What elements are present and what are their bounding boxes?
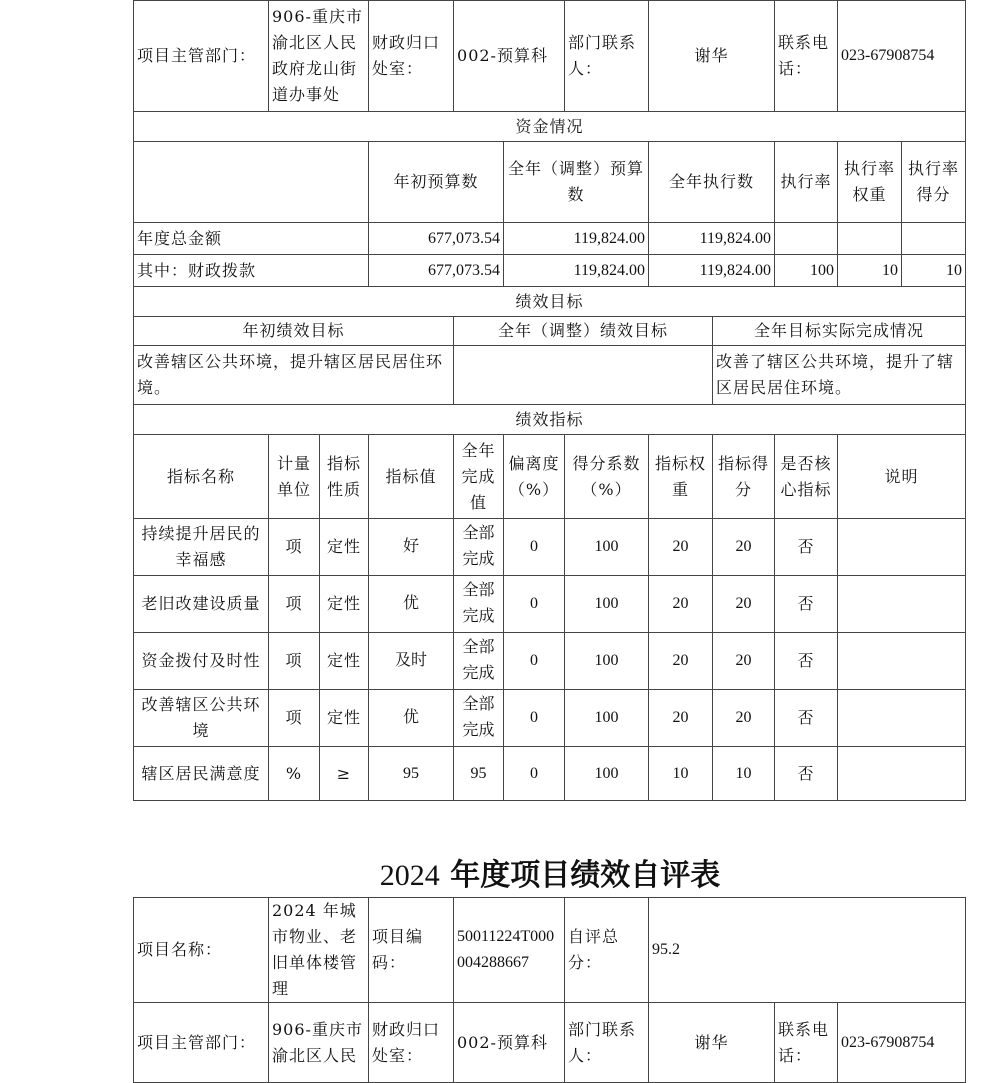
funds-row-score [902, 223, 965, 254]
indicator-rows [134, 519, 966, 801]
ind-name: 辖区居民满意度 [134, 747, 269, 801]
funds-row-score: 10 [946, 262, 963, 279]
ind-score: 20 [713, 519, 775, 576]
ind-h-name: 指标名称 [134, 435, 269, 519]
ind-nature: 定性 [320, 519, 369, 576]
project-code-value: 50011224T000004288667 [454, 898, 565, 1003]
goals-adjusted [454, 346, 713, 405]
ind-coef: 100 [565, 690, 649, 747]
ind-h-deviation: 偏离度（%） [504, 435, 565, 519]
dept-label: 项目主管部门： [134, 1, 269, 112]
funds-row [134, 255, 966, 287]
ind-weight: 20 [649, 690, 713, 747]
ind-weight: 10 [649, 747, 713, 801]
ind-unit: 项 [269, 633, 320, 690]
ind-value: 优 [369, 576, 454, 633]
ind-complete: 全部完成 [454, 633, 504, 690]
indicator-row [134, 519, 966, 576]
performance-table-2023 [133, 0, 966, 801]
goals-h-adjusted: 全年（调整）绩效目标 [454, 317, 713, 346]
funds-h-executed: 全年执行数 [649, 142, 775, 223]
funds-row-executed: 119,824.00 [649, 223, 775, 255]
ind-note [838, 576, 966, 633]
contact-value: 谢华 [649, 1003, 775, 1083]
indicators-header-row [134, 435, 966, 519]
ind-h-coef: 得分系数（%） [565, 435, 649, 519]
ind-h-weight: 指标权重 [649, 435, 713, 519]
ind-h-core: 是否核心指标 [775, 435, 838, 519]
ind-name: 改善辖区公共环境 [134, 690, 269, 747]
funds-h-adjusted: 全年（调整）预算数 [504, 142, 649, 223]
ind-note [838, 633, 966, 690]
finance-label: 财政归口处室： [369, 1003, 454, 1083]
funds-row-label: 年度总金额 [134, 223, 369, 255]
ind-weight: 20 [649, 519, 713, 576]
ind-core: 否 [775, 519, 838, 576]
ind-score: 20 [713, 576, 775, 633]
ind-h-note: 说明 [838, 435, 966, 519]
ind-score: 10 [713, 747, 775, 801]
ind-coef: 100 [565, 633, 649, 690]
header-row [134, 1003, 966, 1083]
self-score-label: 自评总分： [565, 898, 649, 1003]
indicator-row [134, 576, 966, 633]
phone-label: 联系电话： [775, 1, 838, 112]
indicator-row [134, 633, 966, 690]
project-name-label: 项目名称： [134, 898, 269, 1003]
ind-note [838, 690, 966, 747]
ind-h-score: 指标得分 [713, 435, 775, 519]
funds-row-label: 其中：财政拨款 [134, 255, 369, 287]
ind-complete: 全部完成 [454, 519, 504, 576]
ind-value: 95 [369, 747, 454, 801]
ind-core: 否 [775, 747, 838, 801]
ind-name: 持续提升居民的幸福感 [134, 519, 269, 576]
ind-coef: 100 [565, 747, 649, 801]
indicator-row [134, 690, 966, 747]
dept-value: 906-重庆市渝北区人民政府龙山街道办事处 [269, 1, 369, 112]
title-year: 2024 [379, 859, 440, 892]
funds-h-score: 执行率得分 [908, 159, 960, 204]
project-name-value: 2024 年城市物业、老旧单体楼管理 [269, 898, 369, 1003]
self-score-value: 95.2 [649, 898, 966, 1003]
finance-value: 002-预算科 [454, 1, 565, 112]
ind-nature: 定性 [320, 633, 369, 690]
ind-coef: 100 [565, 576, 649, 633]
finance-value: 002-预算科 [454, 1003, 565, 1083]
ind-value: 好 [369, 519, 454, 576]
funds-row-executed: 119,824.00 [649, 255, 775, 287]
project-row [134, 898, 966, 1003]
ind-value: 优 [369, 690, 454, 747]
ind-coef: 100 [565, 519, 649, 576]
ind-value: 及时 [369, 633, 454, 690]
funds-row-initial: 677,073.54 [369, 255, 504, 287]
funds-header-row [134, 142, 966, 223]
goals-h-actual: 全年目标实际完成情况 [713, 317, 966, 346]
funds-row-rate [775, 223, 838, 255]
funds-row-weight-score [838, 255, 966, 287]
contact-label: 部门联系人： [565, 1003, 649, 1083]
phone-label: 联系电话： [775, 1003, 838, 1083]
ind-name: 资金拨付及时性 [134, 633, 269, 690]
goals-section-title: 绩效目标 [134, 287, 966, 317]
ind-unit: 项 [269, 576, 320, 633]
funds-h-weight: 执行率权重 [838, 142, 902, 222]
funds-row [134, 223, 966, 255]
ind-complete: 全部完成 [454, 690, 504, 747]
ind-weight: 20 [649, 633, 713, 690]
ind-nature: 定性 [320, 576, 369, 633]
ind-h-value: 指标值 [369, 435, 454, 519]
ind-score: 20 [713, 633, 775, 690]
goals-h-initial: 年初绩效目标 [134, 317, 454, 346]
funds-row-rate: 100 [775, 255, 838, 287]
goals-header-row [134, 317, 966, 346]
ind-unit: % [269, 747, 320, 801]
ind-core: 否 [775, 633, 838, 690]
goals-actual: 改善了辖区公共环境，提升了辖区居民居住环境。 [713, 346, 966, 405]
ind-nature: ≥ [320, 747, 369, 801]
dept-value: 906-重庆市渝北区人民 [269, 1003, 369, 1083]
ind-unit: 项 [269, 690, 320, 747]
contact-value: 谢华 [649, 1, 775, 112]
funds-row-adjusted: 119,824.00 [504, 255, 649, 287]
ind-h-unit: 计量单位 [269, 435, 320, 519]
title-text: 年度项目绩效自评表 [439, 858, 721, 893]
ind-complete: 95 [454, 747, 504, 801]
ind-unit: 项 [269, 519, 320, 576]
ind-deviation: 0 [504, 633, 565, 690]
ind-complete: 全部完成 [454, 576, 504, 633]
ind-h-complete: 全年完成值 [454, 435, 504, 519]
ind-deviation: 0 [504, 747, 565, 801]
header-row [134, 1, 966, 112]
ind-h-nature: 指标性质 [320, 435, 369, 519]
ind-nature: 定性 [320, 690, 369, 747]
funds-row-adjusted: 119,824.00 [504, 223, 649, 255]
funds-row-initial: 677,073.54 [369, 223, 504, 255]
ind-score: 20 [713, 690, 775, 747]
ind-core: 否 [775, 690, 838, 747]
indicator-row [134, 747, 966, 801]
funds-row-weight-score [838, 223, 966, 255]
ind-note [838, 519, 966, 576]
performance-table-2024 [133, 897, 966, 1083]
phone-value: 023-67908754 [838, 1003, 966, 1083]
contact-label: 部门联系人： [565, 1, 649, 112]
dept-label: 项目主管部门： [134, 1003, 269, 1083]
indicators-section-title: 绩效指标 [134, 405, 966, 435]
funds-row-weight [838, 223, 902, 254]
funds-h-rate: 执行率 [775, 142, 838, 223]
ind-weight: 20 [649, 576, 713, 633]
finance-label: 财政归口处室： [369, 1, 454, 112]
goals-content-row [134, 346, 966, 405]
ind-deviation: 0 [504, 690, 565, 747]
phone-value: 023-67908754 [838, 1, 966, 112]
ind-note [838, 747, 966, 801]
page-title [0, 850, 1000, 894]
goals-initial: 改善辖区公共环境，提升辖区居民居住环境。 [134, 346, 454, 405]
funds-h-initial: 年初预算数 [369, 142, 504, 223]
ind-deviation: 0 [504, 576, 565, 633]
funds-section-title: 资金情况 [134, 112, 966, 142]
ind-core: 否 [775, 576, 838, 633]
ind-name: 老旧改建设质量 [134, 576, 269, 633]
ind-deviation: 0 [504, 519, 565, 576]
project-code-label: 项目编码： [369, 898, 454, 1003]
funds-h-weight-score [838, 142, 966, 223]
funds-row-weight: 10 [838, 255, 902, 286]
funds-header-blank [134, 142, 369, 223]
